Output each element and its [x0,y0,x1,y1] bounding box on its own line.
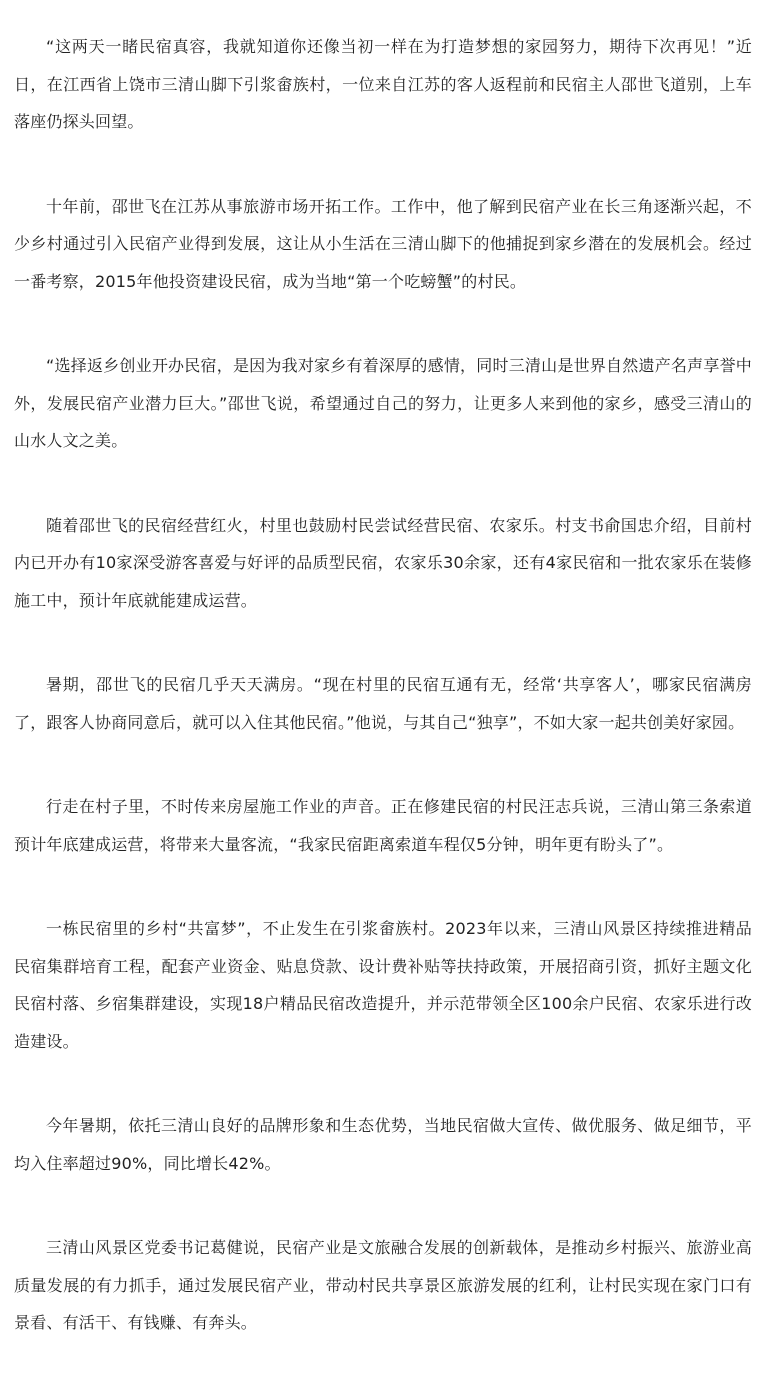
paragraph-2: 十年前，邵世飞在江苏从事旅游市场开拓工作。工作中，他了解到民宿产业在长三角逐渐兴起，不少乡村通过引入民宿产业得到发展，这让从小生活在三清山脚下的他捕捉到家乡潜在的发展机会。经过一番考察，2015年他投资建设民宿，成为当地“第一个吃螃蟹”的村民。 [14,196,752,291]
paragraph-6: 行走在村子里，不时传来房屋施工作业的声音。正在修建民宿的村民汪志兵说，三清山第三条索道预计年底建成运营，将带来大量客流，“我家民宿距离索道车程仅5分钟，明年更有盼头了”。 [14,797,752,854]
paragraph-1: “这两天一睹民宿真容，我就知道你还像当初一样在为打造梦想的家园努力，期待下次再见！”近日，在江西省上饶市三清山脚下引浆畲族村，一位来自江苏的客人返程前和民宿主人邵世飞道别，上车落座仍探头回望。 [14,37,752,131]
paragraph-7: 一栋民宿里的乡村“共富梦”，不止发生在引浆畲族村。2023年以来，三清山风景区持续推进精品民宿集群培育工程，配套产业资金、贴息贷款、设计费补贴等扶持政策，开展招商引资，抓好主题文化民宿村落、乡宿集群建设，实现18户精品民宿改造提升，并示范带领全区100余户民宿、农家乐进行改造建设。 [14,919,752,1051]
paragraph-4: 随着邵世飞的民宿经营红火，村里也鼓励村民尝试经营民宿、农家乐。村支书俞国忠介绍，目前村内已开办有10家深受游客喜爱与好评的品质型民宿，农家乐30余家，还有4家民宿和一批农家乐在装修施工中，预计年底就能建成运营。 [14,515,752,610]
paragraph-3: “选择返乡创业开办民宿，是因为我对家乡有着深厚的感情，同时三清山是世界自然遗产名声享誉中外，发展民宿产业潜力巨大。”邵世飞说，希望通过自己的努力，让更多人来到他的家乡，感受三清山的山水人文之美。 [14,356,752,450]
paragraph-9: 三清山风景区党委书记葛健说，民宿产业是文旅融合发展的创新载体，是推动乡村振兴、旅游业高质量发展的有力抓手，通过发展民宿产业，带动村民共享景区旅游发展的红利，让村民实现在家门口有景看、有活干、有钱赚、有奔头。 [14,1238,752,1332]
paragraph-8: 今年暑期，依托三清山良好的品牌形象和生态优势，当地民宿做大宣传、做优服务、做足细节，平均入住率超过90%，同比增长42%。 [14,1116,752,1173]
paragraph-5: 暑期，邵世飞的民宿几乎天天满房。“现在村里的民宿互通有无，经常‘共享客人’，哪家民宿满房了，跟客人协商同意后，就可以入住其他民宿。”他说，与其自己“独享”，不如大家一起共创美好家园。 [14,675,752,732]
